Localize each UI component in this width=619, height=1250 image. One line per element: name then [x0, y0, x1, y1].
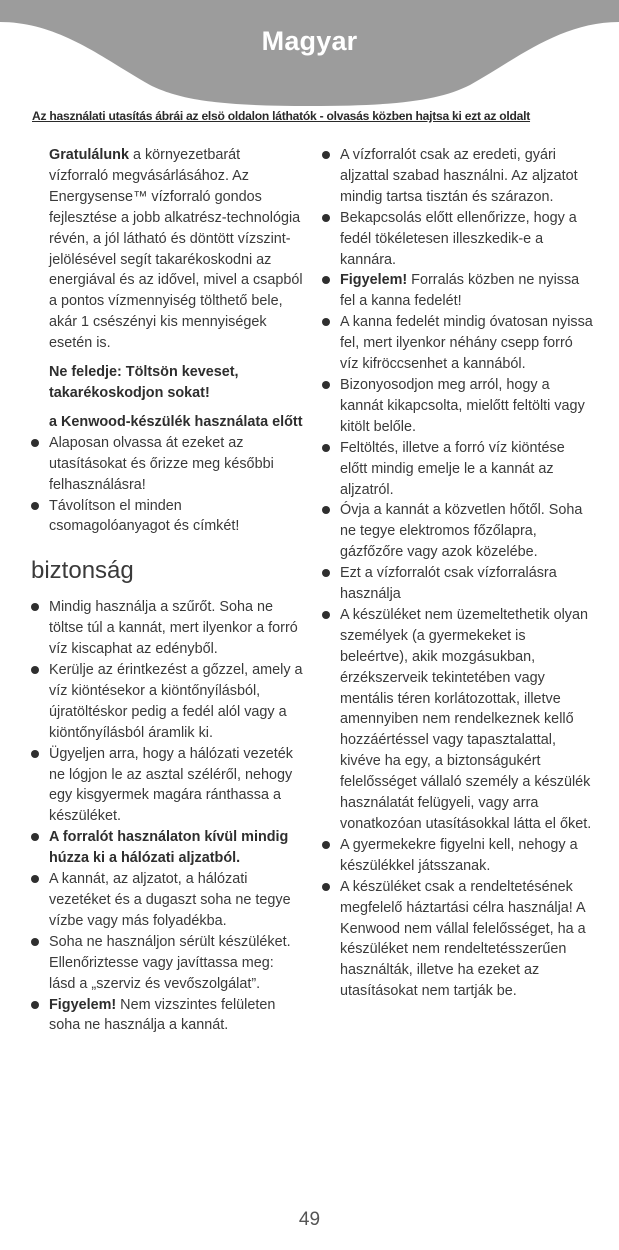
list-item: Alaposan olvassa át ezeket az utasításokat és őrizze meg későbbi felhasználásra! [31, 433, 303, 496]
bullet-icon [322, 151, 330, 159]
intro-paragraph [31, 145, 303, 354]
list-item: A készüléket nem üzemeltethetik olyan személyek (a gyermekeket is beleértve), akik mozgásukban, érzékszerveik tekintetében vagy mentális téren korlátozottak, illetve amennyiben nem rendelkeznek kellő hozzáértéssel vagy tapasztalattal, kivéve ha egy, a biztonságukért felelősséget vállaló személy a készülék használatát felügyeli, vagy arra vonatkozóan utasításokkal látta el őket. [322, 605, 594, 835]
list-item: A forralót használaton kívül mindig húzza ki a hálózati aljzatból. [31, 827, 303, 869]
safety-list-left [31, 597, 303, 1036]
list-item: A vízforralót csak az eredeti, gyári aljzattal szabad használni. Az aljzatot mindig tartsa tisztán és szárazon. [322, 145, 594, 208]
list-item: Bekapcsolás előtt ellenőrizze, hogy a fedél tökéletesen illeszkedik-e a kannára. [322, 208, 594, 271]
bullet-icon [322, 381, 330, 389]
list-item: Feltöltés, illetve a forró víz kiöntése előtt mindig emelje le a kannát az aljzatról. [322, 438, 594, 501]
right-column [322, 145, 594, 1002]
safety-heading: biztonság [31, 557, 134, 585]
bullet-icon [31, 833, 39, 841]
list-item: Kerülje az érintkezést a gőzzel, amely a víz kiöntésekor a kiöntőnyílásból, újratöltéskor pedig a fedél alól vagy a kiöntőnyílásból áramlik ki. [31, 660, 303, 744]
list-item: Figyelem! Nem vizszintes felületen soha ne használja a kannát. [31, 995, 303, 1037]
bullet-icon [322, 506, 330, 514]
list-item: Soha ne használjon sérült készüléket. Ellenőriztesse vagy javíttassa meg: lásd a „szerviz és vevőszolgálat”. [31, 932, 303, 995]
bullet-icon [31, 666, 39, 674]
list-item: Figyelem! Forralás közben ne nyissa fel a kanna fedelét! [322, 270, 594, 312]
list-item: A készüléket csak a rendeltetésének megfelelő háztartási célra használja! A Kenwood nem vállal felelősséget, ha a készüléket nem rendeltetésszerűen használták, illetve ha ezeket az utasításokat nem tartják be. [322, 877, 594, 1002]
bullet-icon [31, 750, 39, 758]
bullet-icon [322, 444, 330, 452]
bullet-icon [322, 318, 330, 326]
bullet-icon [31, 502, 39, 510]
bullet-icon [322, 276, 330, 284]
list-item: Ügyeljen arra, hogy a hálózati vezeték ne lógjon le az asztal széléről, nehogy egy kisgyermek magára ránthassa a készüléket. [31, 744, 303, 828]
before-use-heading: a Kenwood-készülék használata előtt [49, 413, 303, 430]
bullet-icon [31, 603, 39, 611]
bullet-icon [322, 569, 330, 577]
bullet-icon [322, 214, 330, 222]
language-title: Magyar [261, 26, 358, 56]
list-item: Ezt a vízforralót csak vízforralásra használja [322, 563, 594, 605]
left-column [31, 145, 303, 1036]
bullet-icon [31, 439, 39, 447]
list-item: A kanna fedelét mindig óvatosan nyissa fel, mert ilyenkor néhány csepp forró víz kifröccsenhet a kannából. [322, 312, 594, 375]
congrats-bold: Gratulálunk [49, 147, 129, 163]
remember-note: Ne feledje: Töltsön keveset, takarékoskodjon sokat! [49, 364, 239, 401]
list-item: A kannát, az aljzatot, a hálózati vezetéket és a dugaszt soha ne tegye vízbe vagy más folyadékba. [31, 869, 303, 932]
bullet-icon [322, 841, 330, 849]
bullet-icon [322, 883, 330, 891]
bullet-icon [322, 611, 330, 619]
list-item: Bizonyosodjon meg arról, hogy a kannát kikapcsolta, mielőtt feltölti vagy kitölt belőle. [322, 375, 594, 438]
page-number: 49 [298, 1209, 321, 1230]
congrats-text: a környezetbarát vízforraló megvásárlásához. Az Energysense™ vízforraló gondos fejlesztése a jobb alkatrész-technológia révén, a jól látható és döntött vízszint-jelölésével segít takarékoskodni az energiával és az idővel, mivel a csapból a pontos vízmennyiség tölthető bele, akár 1 csészényi kis mennyiségek esetén is. [49, 147, 303, 352]
list-item: Távolítson el minden csomagolóanyagot és címkét! [31, 496, 303, 538]
foldout-notice: Az használati utasítás ábrái az elsö oldalon láthatók - olvasás közben hajtsa ki ezt az oldalt [32, 109, 531, 123]
list-item: Mindig használja a szűrőt. Soha ne töltse túl a kannát, mert ilyenkor a forró víz kiscaphat az edényből. [31, 597, 303, 660]
bullet-icon [31, 938, 39, 946]
bullet-icon [31, 875, 39, 883]
bullet-icon [31, 1001, 39, 1009]
safety-list-right [322, 145, 594, 1002]
list-item: Óvja a kannát a közvetlen hőtől. Soha ne tegye elektromos főzőlapra, gázfőzőre vagy azok közelébe. [322, 500, 594, 563]
before-use-list [31, 433, 303, 538]
list-item: A gyermekekre figyelni kell, nehogy a készülékkel játsszanak. [322, 835, 594, 877]
language-header [0, 0, 619, 112]
